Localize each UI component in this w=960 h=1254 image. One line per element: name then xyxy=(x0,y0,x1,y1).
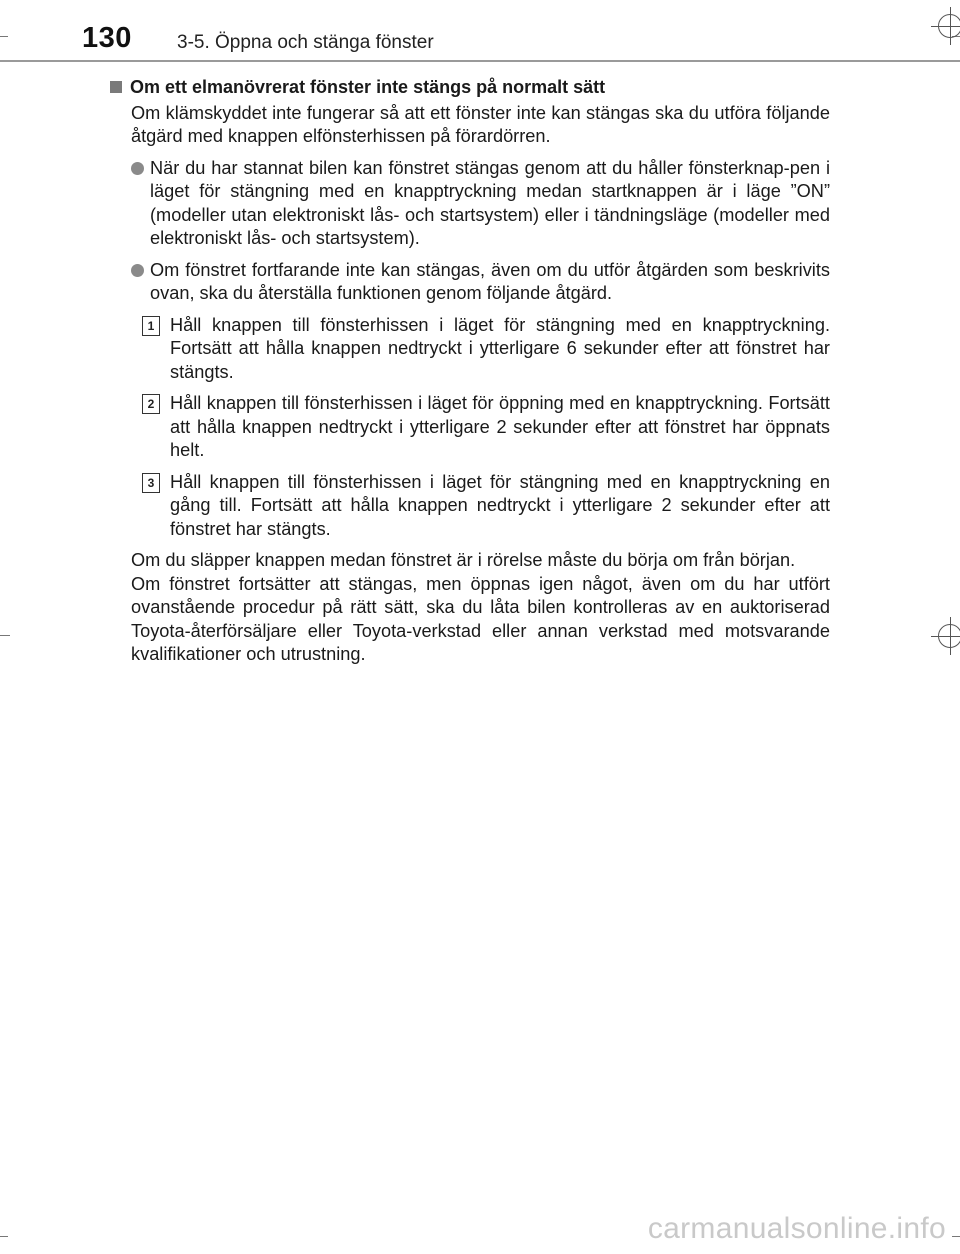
step-item xyxy=(110,471,830,542)
square-bullet-icon xyxy=(110,81,122,93)
circle-bullet-icon xyxy=(131,162,144,175)
step-item xyxy=(110,392,830,463)
page-number: 130 xyxy=(82,22,132,54)
step-number-badge: 1 xyxy=(142,316,160,336)
bullet-text: När du har stannat bilen kan fönstret stängas genom att du håller fönsterknap-pen i läget för stängning med en knapptryckning medan startknappen är i läge ”ON” (modeller utan elektroniskt lås- och startsystem) eller i tändningsläge (modeller med elektroniskt lås- och startsystem). xyxy=(150,157,830,248)
bullet-item xyxy=(110,157,830,251)
crop-mark xyxy=(0,635,10,636)
closing-paragraph: Om fönstret fortsätter att stängas, men öppnas igen något, även om du har utfört ovanstående procedur på rätt sätt, ska du låta bilen kontrolleras av en auktoriserad Toyota-återförsäljare eller Toyota-verkstad eller annan verkstad med motsvarande kvalifikationer och utrustning. xyxy=(131,573,830,664)
header-divider xyxy=(0,60,960,62)
section-heading-text: Om ett elmanövrerat fönster inte stängs på normalt sätt xyxy=(130,77,606,97)
watermark: carmanualsonline.info xyxy=(647,1212,946,1245)
registration-mark-icon xyxy=(938,624,960,648)
step-text: Håll knappen till fönsterhissen i läget för stängning med en knapptryckning en gång till. Fortsätt att hålla knappen nedtryckt i ytterligare 2 sekunder efter att fönstret har stängts. xyxy=(170,471,830,539)
bullet-item xyxy=(110,259,830,306)
step-item xyxy=(110,314,830,385)
section-heading xyxy=(110,76,830,100)
circle-bullet-icon xyxy=(131,264,144,277)
step-number-badge: 3 xyxy=(142,473,160,493)
registration-mark-icon xyxy=(938,14,960,38)
crop-mark xyxy=(0,36,8,37)
intro-paragraph: Om klämskyddet inte fungerar så att ett fönster inte kan stängas ska du utföra följande åtgärd med knappen elfönsterhissen på förardörren. xyxy=(131,102,830,146)
step-text: Håll knappen till fönsterhissen i läget för öppning med en knapptryckning. Fortsätt att hålla knappen nedtryckt i ytterligare 2 sekunder efter att fönstret har öppnats helt. xyxy=(170,393,830,460)
main-content xyxy=(110,76,830,675)
bullet-text: Om fönstret fortfarande inte kan stängas, även om du utför åtgärden som beskrivits ovan, ska du återställa funktionen genom följande åtgärd. xyxy=(150,259,830,303)
crop-mark xyxy=(0,1236,8,1237)
crop-mark xyxy=(952,1236,960,1237)
step-number-badge: 2 xyxy=(142,394,160,414)
step-text: Håll knappen till fönsterhissen i läget för stängning med en knapptryckning. Fortsätt att hålla knappen nedtryckt i ytterligare 6 sekunder efter att fönstret har stängts. xyxy=(170,314,830,382)
section-title: 3-5. Öppna och stänga fönster xyxy=(177,32,434,53)
closing-paragraph: Om du släpper knappen medan fönstret är i rörelse måste du börja om från början. xyxy=(131,550,796,570)
